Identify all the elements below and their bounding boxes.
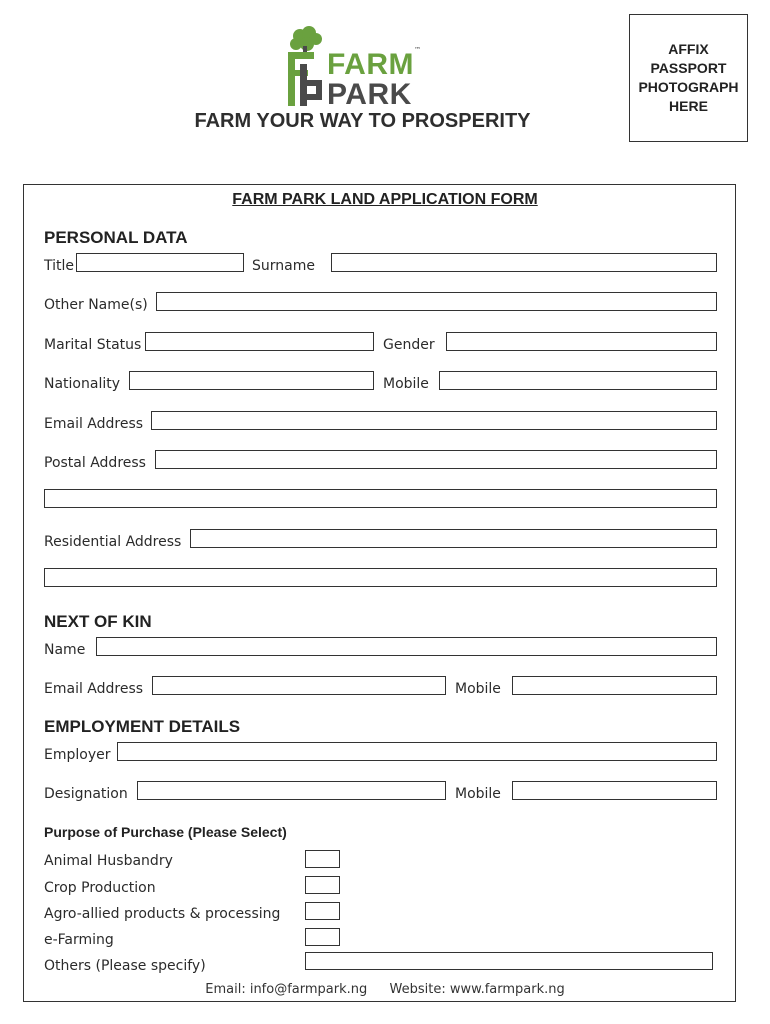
mobile-field[interactable] xyxy=(439,371,717,390)
others-specify-field[interactable] xyxy=(305,952,713,970)
residential-address-label: Residential Address xyxy=(44,534,182,550)
purpose-option-label: Crop Production xyxy=(44,880,156,896)
purpose-option-label: e-Farming xyxy=(44,932,114,948)
others-label: Others (Please specify) xyxy=(44,958,206,974)
postal-address-field-line2[interactable] xyxy=(44,489,717,508)
nationality-field[interactable] xyxy=(129,371,374,390)
purpose-heading: Purpose of Purchase (Please Select) xyxy=(44,824,287,840)
trademark: ™ xyxy=(414,46,421,54)
tagline: FARM YOUR WAY TO PROSPERITY xyxy=(194,110,531,132)
photo-line-4: HERE xyxy=(669,98,708,114)
footer-email: Email: info@farmpark.ng xyxy=(205,982,368,997)
footer-contact xyxy=(0,982,770,997)
postal-address-field[interactable] xyxy=(155,450,717,469)
title-label: Title xyxy=(44,258,75,274)
residential-address-field[interactable] xyxy=(190,529,717,548)
surname-field[interactable] xyxy=(331,253,717,272)
employment-mobile-label: Mobile xyxy=(455,786,501,802)
passport-photo-box xyxy=(629,14,748,142)
purpose-option-label: Animal Husbandry xyxy=(44,853,173,869)
kin-name-field[interactable] xyxy=(96,637,717,656)
marital-status-field[interactable] xyxy=(145,332,374,351)
designation-field[interactable] xyxy=(137,781,446,800)
nationality-label: Nationality xyxy=(44,376,121,392)
kin-mobile-field[interactable] xyxy=(512,676,717,695)
employer-label: Employer xyxy=(44,747,111,763)
designation-label: Designation xyxy=(44,786,128,802)
personal-data-heading: PERSONAL DATA xyxy=(44,228,188,247)
mobile-label: Mobile xyxy=(383,376,429,392)
footer-website: Website: www.farmpark.ng xyxy=(389,982,565,997)
gender-field[interactable] xyxy=(446,332,717,351)
photo-line-1: AFFIX xyxy=(668,41,709,57)
employment-heading: EMPLOYMENT DETAILS xyxy=(44,717,241,736)
logo-word-farm: FARM xyxy=(327,48,414,81)
other-names-label: Other Name(s) xyxy=(44,297,148,313)
kin-mobile-label: Mobile xyxy=(455,681,501,697)
title-field[interactable] xyxy=(76,253,244,272)
other-names-field[interactable] xyxy=(156,292,717,311)
tree-icon xyxy=(286,26,326,110)
agro-allied-checkbox[interactable] xyxy=(305,902,340,920)
employment-mobile-field[interactable] xyxy=(512,781,717,800)
next-of-kin-heading: NEXT OF KIN xyxy=(44,612,152,631)
gender-label: Gender xyxy=(383,337,435,353)
employer-field[interactable] xyxy=(117,742,717,761)
farm-park-logo xyxy=(286,26,436,110)
purpose-option-label: Agro-allied products & processing xyxy=(44,906,281,922)
postal-address-label: Postal Address xyxy=(44,455,146,471)
email-field[interactable] xyxy=(151,411,717,430)
email-label: Email Address xyxy=(44,416,144,432)
kin-email-label: Email Address xyxy=(44,681,144,697)
kin-name-label: Name xyxy=(44,642,86,658)
animal-husbandry-checkbox[interactable] xyxy=(305,850,340,868)
residential-address-field-line2[interactable] xyxy=(44,568,717,587)
crop-production-checkbox[interactable] xyxy=(305,876,340,894)
photo-line-3: PHOTOGRAPH xyxy=(638,79,739,95)
kin-email-field[interactable] xyxy=(152,676,446,695)
e-farming-checkbox[interactable] xyxy=(305,928,340,946)
logo-word-park: PARK xyxy=(327,78,412,111)
form-title: FARM PARK LAND APPLICATION FORM xyxy=(232,191,538,208)
surname-label: Surname xyxy=(252,258,315,274)
photo-line-2: PASSPORT xyxy=(650,60,727,76)
marital-status-label: Marital Status xyxy=(44,337,142,353)
